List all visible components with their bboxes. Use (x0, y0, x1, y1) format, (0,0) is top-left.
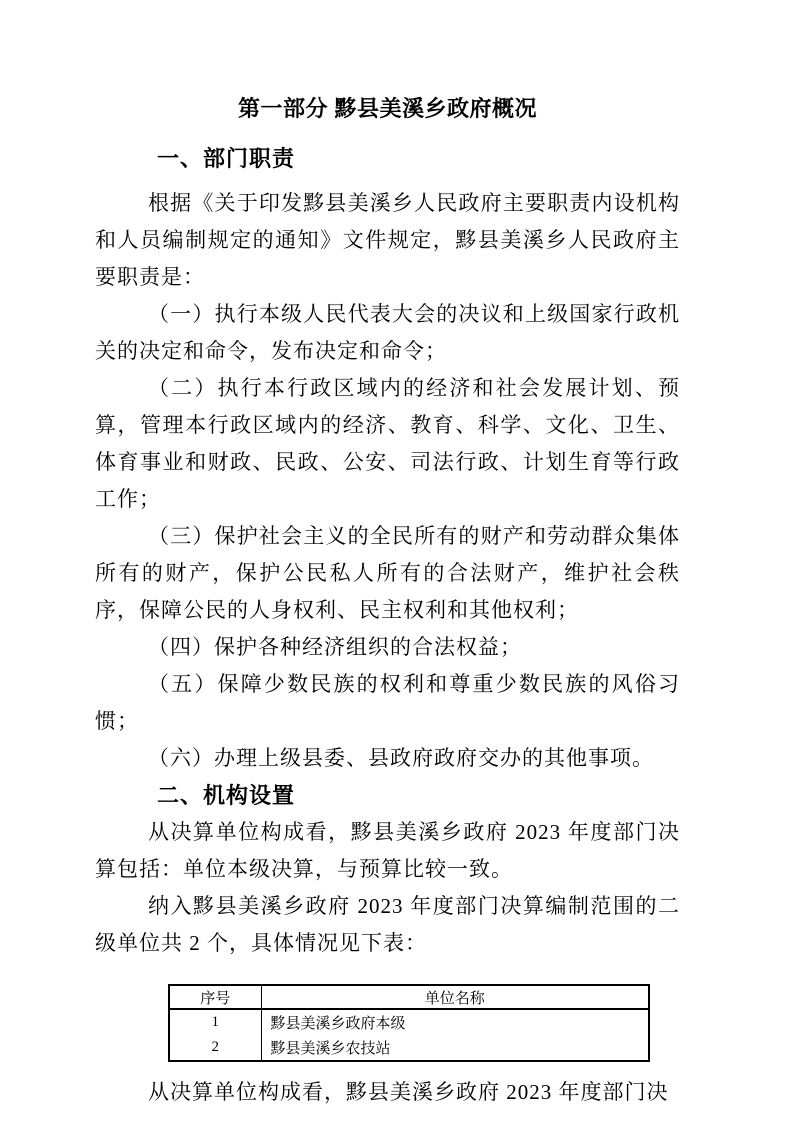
units-table (168, 984, 650, 1062)
paragraph-unit-scope: 纳入黟县美溪乡政府 2023 年度部门决算编制范围的二级单位共 2 个，具体情况见下表： (95, 894, 680, 955)
paragraph-unit-composition-continued: 从决算单位构成看，黟县美溪乡政府 2023 年度部门决 (148, 1080, 669, 1104)
table-row (169, 1035, 649, 1061)
paragraph-duty-item-4: （四）保护各种经济组织的合法权益； (148, 635, 522, 659)
table-cell-row-no: 1 (169, 1009, 261, 1035)
table-header-no: 序号 (169, 985, 261, 1009)
paragraph-duties-intro: 根据《关于印发黟县美溪乡人民政府主要职责内设机构和人员编制规定的通知》文件规定，黟县美溪乡人民政府主要职责是： (95, 191, 680, 289)
paragraph-duty-item-3: （三）保护社会主义的全民所有的财产和劳动群众集体所有的财产，保护公民私人所有的合法财产，维护社会秩序，保障公民的人身权利、民主权利和其他权利； (95, 524, 680, 622)
section-heading-duties: 一、部门职责 (157, 146, 296, 171)
table-header-unit-name: 单位名称 (261, 985, 649, 1009)
document-title: 第一部分 黟县美溪乡政府概况 (237, 96, 538, 121)
table-row (169, 1009, 649, 1035)
paragraph-unit-composition: 从决算单位构成看，黟县美溪乡政府 2023 年度部门决算包括：单位本级决算，与预算比较一致。 (95, 820, 680, 881)
paragraph-duty-item-5: （五）保障少数民族的权利和尊重少数民族的风俗习惯； (95, 672, 680, 733)
paragraph-duty-item-6: （六）办理上级县委、县政府政府交办的其他事项。 (148, 746, 654, 770)
table-header-row (169, 985, 649, 1009)
section-heading-organization: 二、机构设置 (157, 783, 296, 808)
units-table-wrapper (168, 984, 680, 1062)
paragraph-duty-item-2: （二）执行本行政区域内的经济和社会发展计划、预算，管理本行政区域内的经济、教育、科学、文化、卫生、体育事业和财政、民政、公安、司法行政、计划生育等行政工作； (95, 376, 680, 511)
paragraph-duty-item-1: （一）执行本级人民代表大会的决议和上级国家行政机关的决定和命令，发布决定和命令； (95, 302, 680, 363)
table-cell-unit-name: 黟县美溪乡政府本级 (270, 1016, 406, 1032)
table-cell-row-no: 2 (169, 1035, 261, 1061)
table-cell-unit-name: 黟县美溪乡农技站 (270, 1041, 391, 1057)
